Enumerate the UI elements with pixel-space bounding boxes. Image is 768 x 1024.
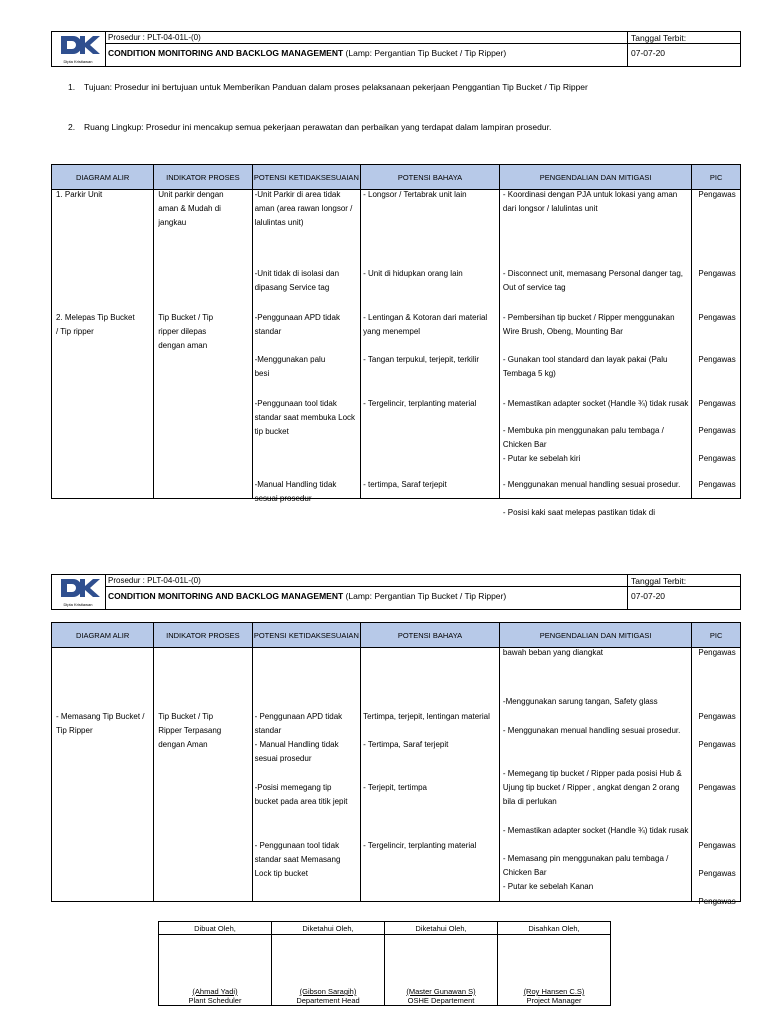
col-bahaya: POTENSI BAHAYA: [361, 165, 500, 190]
signatory-name: (Master Gunawan S): [406, 987, 476, 996]
table-cell: Tip Bucket / Tip ripper dilepas dengan aman: [158, 313, 214, 350]
table-cell: Pengawas: [698, 897, 736, 906]
table-cell: - Tergelincir, terplanting material: [363, 399, 477, 408]
signatory-name: (Roy Hansen C.S): [523, 987, 585, 996]
table-cell: - Manual Handling tidak sesuai prosedur: [254, 740, 339, 763]
signature-table: [158, 921, 611, 1006]
table-cell: - Putar ke sebelah kiri: [502, 454, 581, 463]
dk-logo-icon: [52, 32, 105, 66]
signatory: [498, 979, 611, 1006]
table-cell: - Putar ke sebelah Kanan: [502, 882, 594, 891]
signatory-title: Departement Head: [296, 996, 360, 1005]
document-title: CONDITION MONITORING AND BACKLOG MANAGEMENT (Lamp: Pergantian Tip Bucket / Tip Ripper): [106, 586, 627, 605]
table-cell: -Unit Parkir di area tidak aman (area rawan longsor / lalulintas unit): [254, 190, 353, 227]
table-cell: Unit parkir dengan aman & Mudah di jangkau: [158, 190, 224, 227]
table-cell: -Menggunakan palu besi: [254, 355, 326, 378]
col-potensi: POTENSI KETIDAKSESUAIAN: [252, 623, 361, 648]
signatory: [385, 979, 498, 1006]
table-cell: Pengawas: [698, 869, 736, 878]
table-cell: bawah beban yang diangkat: [502, 648, 603, 657]
col-diagram: DIAGRAM ALIR: [52, 165, 154, 190]
col-potensi: POTENSI KETIDAKSESUAIAN: [252, 165, 361, 190]
table-cell: -Penggunaan APD tidak standar: [254, 313, 340, 336]
table-cell: - Unit di hidupkan orang lain: [363, 269, 463, 278]
signature-space: [498, 935, 611, 980]
signature-role: Diketahui Oleh,: [385, 922, 498, 935]
intro-purpose: 1. Tujuan: Prosedur ini bertujuan untuk Memberikan Panduan dalam proses pelaksanaan pekerjaan Penggantian Tip Bucket / Tip Ripper: [68, 82, 588, 92]
signatory-name: (Ahmad Yadi): [192, 987, 238, 996]
table-cell: - Koordinasi dengan PJA untuk lokasi yang aman dari longsor / lalulintas unit: [502, 190, 678, 213]
col-mitigasi: PENGENDALIAN DAN MITIGASI: [499, 165, 691, 190]
table-cell: - Menggunakan menual handling sesuai prosedur.: [502, 726, 681, 735]
table-cell: - Memastikan adapter socket (Handle ¾) tidak rusak: [502, 399, 689, 408]
signatory: [159, 979, 272, 1006]
table-cell: - Membuka pin menggunakan palu tembaga / Chicken Bar: [502, 426, 664, 449]
document-header: [51, 31, 741, 67]
table-cell: - Tertimpa, Saraf terjepit: [363, 740, 449, 749]
date-label: Tanggal Terbit:: [631, 33, 687, 43]
table-cell: Pengawas: [698, 480, 736, 489]
signatory-title: OSHE Departement: [407, 996, 475, 1005]
signature-space: [159, 935, 272, 980]
svg-text:Dipta Kristiawan: Dipta Kristiawan: [63, 59, 93, 64]
table-cell: - Disconnect unit, memasang Personal danger tag, Out of service tag: [502, 269, 684, 292]
table-cell: Pengawas: [698, 399, 736, 408]
procedure-table-2: [51, 622, 741, 906]
signature-role: Dibuat Oleh,: [159, 922, 272, 935]
table-cell: -Penggunaan tool tidak standar saat membuka Lock tip bucket: [254, 399, 356, 436]
table-cell: Tertimpa, terjepit, lentingan material: [363, 712, 490, 721]
table-cell: Pengawas: [698, 454, 736, 463]
procedure-number: Prosedur : PLT-04-01L-(0): [108, 33, 201, 42]
table-cell: Pengawas: [698, 648, 736, 657]
col-indikator: INDIKATOR PROSES: [154, 623, 252, 648]
table-cell: Pengawas: [698, 841, 736, 850]
signatory: [272, 979, 385, 1006]
table-cell: -Menggunakan sarung tangan, Safety glass: [502, 697, 658, 706]
table-cell: - Terjepit, tertimpa: [363, 783, 427, 792]
table-cell: 2. Melepas Tip Bucket / Tip ripper: [56, 313, 135, 336]
table-cell: - Tergelincir, terplanting material: [363, 841, 477, 850]
table-cell: - Memegang tip bucket / Ripper pada posisi Hub & Ujung tip bucket / Ripper , angkat dengan 2 orang bila di perlukan: [502, 769, 682, 806]
col-diagram: DIAGRAM ALIR: [52, 623, 154, 648]
table-cell: -Unit tidak di isolasi dan dipasang Service tag: [254, 269, 340, 292]
date-label: Tanggal Terbit:: [631, 576, 687, 586]
table-cell: Pengawas: [698, 190, 736, 199]
signature-role: Diketahui Oleh,: [272, 922, 385, 935]
table-cell: - Pembersihan tip bucket / Ripper menggunakan Wire Brush, Obeng, Mounting Bar: [502, 313, 675, 336]
col-pic: PIC: [692, 165, 741, 190]
table-cell: - tertimpa, Saraf terjepit: [363, 480, 447, 489]
table-cell: - Memastikan adapter socket (Handle ¾) tidak rusak: [502, 826, 689, 835]
company-logo: [52, 32, 106, 66]
document-header-2: [51, 574, 741, 610]
table-cell: Pengawas: [698, 269, 736, 278]
table-cell: - Longsor / Tertabrak unit lain: [363, 190, 467, 199]
col-bahaya: POTENSI BAHAYA: [361, 623, 500, 648]
table-cell: Pengawas: [698, 712, 736, 721]
table-cell: - Memasang Tip Bucket / Tip Ripper: [56, 712, 145, 735]
signature-role: Disahkan Oleh,: [498, 922, 611, 935]
signatory-title: Plant Scheduler: [188, 996, 242, 1005]
table-cell: - Lentingan & Kotoran dari material yang menempel: [363, 313, 488, 336]
table-cell: Pengawas: [698, 783, 736, 792]
table-cell: - Penggunaan APD tidak standar: [254, 712, 343, 735]
signature-space: [385, 935, 498, 980]
signatory-name: (Gibson Saragih): [299, 987, 357, 996]
col-mitigasi: PENGENDALIAN DAN MITIGASI: [499, 623, 691, 648]
signature-space: [272, 935, 385, 980]
procedure-table-1: [51, 164, 741, 517]
intro-scope: 2. Ruang Lingkup: Prosedur ini mencakup semua pekerjaan perawatan dan perbaikan yang terdapat dalam lampiran prosedur.: [68, 122, 552, 132]
procedure-number: Prosedur : PLT-04-01L-(0): [108, 576, 201, 585]
table-cell: - Tangan terpukul, terjepit, terkilir: [363, 355, 480, 364]
svg-text:Dipta Kristiawan: Dipta Kristiawan: [63, 602, 93, 607]
table-cell: -Manual Handling tidak sesuai prosedur: [254, 480, 337, 503]
table-cell: - Penggunaan tool tidak standar saat Memasang Lock tip bucket: [254, 841, 341, 878]
table-cell: Pengawas: [698, 740, 736, 749]
company-logo: [52, 575, 106, 609]
table-cell: Tip Bucket / Tip Ripper Terpasang dengan Aman: [158, 712, 222, 749]
table-cell: Pengawas: [698, 426, 736, 435]
document-title: CONDITION MONITORING AND BACKLOG MANAGEMENT (Lamp: Pergantian Tip Bucket / Tip Ripper): [106, 43, 627, 62]
col-pic: PIC: [692, 623, 741, 648]
date-value: 07-07-20: [628, 586, 741, 605]
table-cell: - Memasang pin menggunakan palu tembaga / Chicken Bar: [502, 854, 669, 877]
table-cell: Pengawas: [698, 313, 736, 322]
signatory-title: Project Manager: [526, 996, 582, 1005]
table-cell: 1. Parkir Unit: [56, 190, 103, 199]
table-cell: - Menggunakan menual handling sesuai prosedur.: [502, 480, 681, 489]
table-cell: - Gunakan tool standard dan layak pakai (Palu Tembaga 5 kg): [502, 355, 668, 378]
date-value: 07-07-20: [628, 43, 741, 62]
col-indikator: INDIKATOR PROSES: [154, 165, 252, 190]
table-cell: Pengawas: [698, 355, 736, 364]
dk-logo-icon: [52, 575, 105, 609]
table-cell: -Posisi memegang tip bucket pada area titik jepit: [254, 783, 348, 806]
table-cell: - Posisi kaki saat melepas pastikan tidak di: [502, 508, 655, 517]
